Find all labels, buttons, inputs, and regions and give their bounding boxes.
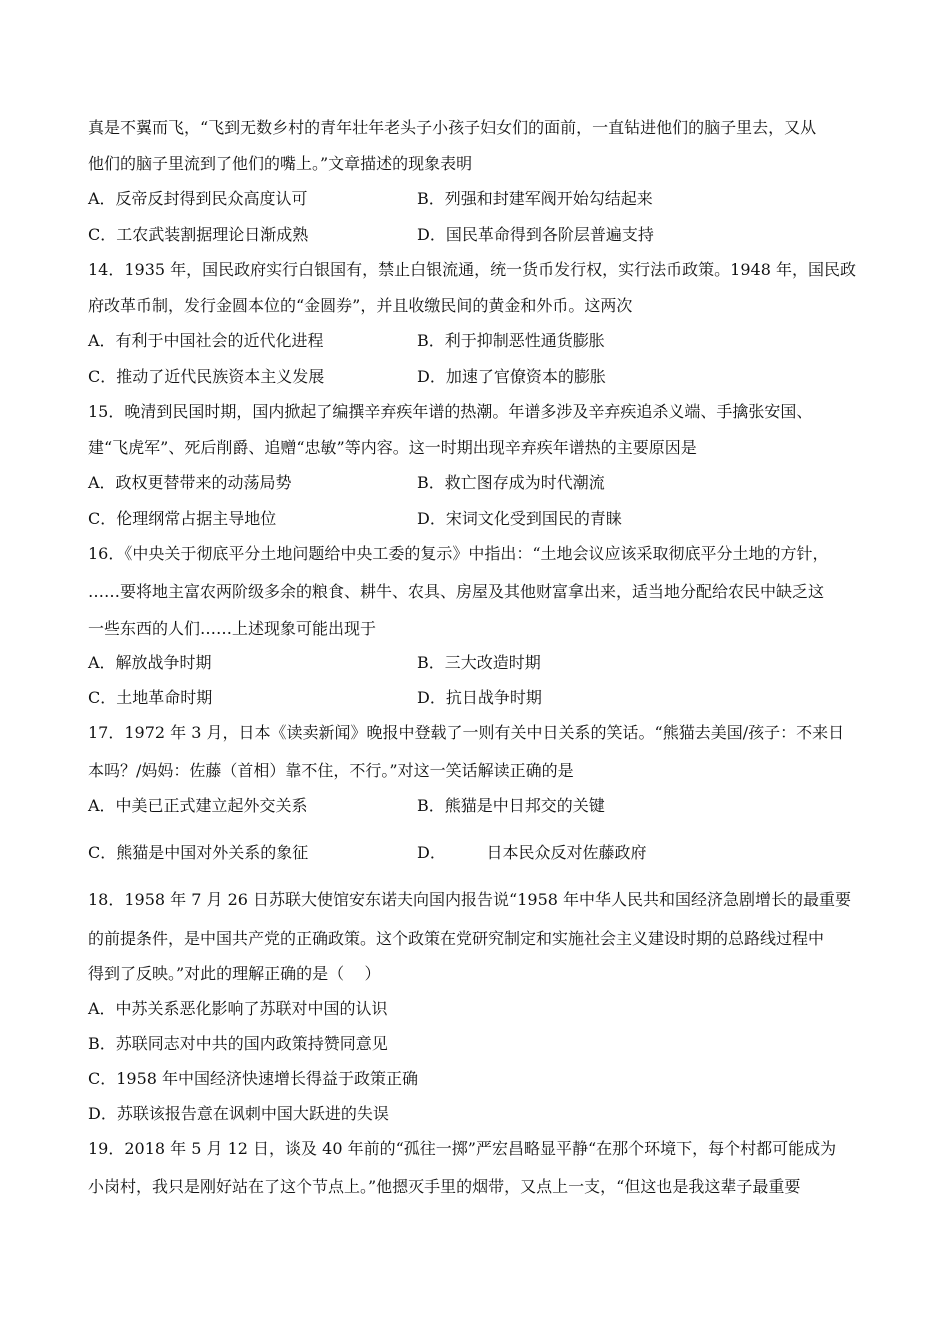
q18-option-c: C．1958 年中国经济快速增长得益于政策正确 [88, 1069, 419, 1088]
q15-option-a: A．政权更替带来的动荡局势 [88, 473, 292, 492]
q16-stem-line-2: ……要将地主富农两阶级多余的粮食、耕牛、农具、房屋及其他财富拿出来，适当地分配给农民中缺乏这 [88, 582, 825, 601]
q16-option-d: D．抗日战争时期 [417, 688, 542, 707]
q16-option-b: B．三大改造时期 [417, 653, 541, 672]
q17-option-c: C．熊猫是中国对外关系的象征 [88, 843, 309, 862]
q14-option-b: B．利于抑制恶性通货膨胀 [417, 331, 605, 350]
q17-stem-line-2: 本吗？/妈妈：佐藤（首相）靠不住，不行。”对这一笑话解读正确的是 [88, 761, 574, 780]
q18-option-b: B．苏联同志对中共的国内政策持赞同意见 [88, 1034, 388, 1053]
q14-option-c: C．推动了近代民族资本主义发展 [88, 367, 325, 386]
q18-option-a: A．中苏关系恶化影响了苏联对中国的认识 [88, 999, 388, 1018]
q13-option-a: A．反帝反封得到民众高度认可 [88, 189, 308, 208]
q15-stem-line-2: 建“飞虎军”、死后削爵、追赠“忠敏”等内容。这一时期出现辛弃疾年谱热的主要原因是 [88, 438, 697, 457]
q17-stem-line-1: 17．1972 年 3 月，日本《读卖新闻》晚报中登载了一则有关中日关系的笑话。“熊猫去美国/孩子：不来日 [88, 723, 845, 742]
q17-option-d: D． 日本民众反对佐藤政府 [417, 843, 647, 862]
q14-stem-line-1: 14．1935 年，国民政府实行白银国有，禁止白银流通，统一货币发行权，实行法币政策。1948 年，国民政 [88, 260, 856, 279]
q15-stem-line-1: 15．晚清到民国时期，国内掀起了编撰辛弃疾年谱的热潮。年谱多涉及辛弃疾追杀义端、手擒张安国、 [88, 402, 813, 421]
q18-stem-line-2: 的前提条件，是中国共产党的正确政策。这个政策在党研究制定和实施社会主义建设时期的总路线过程中 [88, 929, 825, 948]
q19-stem-line-1: 19．2018 年 5 月 12 日，谈及 40 年前的“孤往一掷”严宏昌略显平静“在那个环境下，每个村都可能成为 [88, 1139, 837, 1158]
q15-option-c: C．伦理纲常占据主导地位 [88, 509, 277, 528]
q13-stem-line-1: 真是不翼而飞，“飞到无数乡村的青年壮年老头子小孩子妇女们的面前，一直钻进他们的脑子里去，又从 [88, 118, 817, 137]
q19-stem-line-2: 小岗村，我只是刚好站在了这个节点上。”他摁灭手里的烟带，又点上一支，“但这也是我这辈子最重要 [88, 1177, 801, 1196]
q16-option-a: A．解放战争时期 [88, 653, 212, 672]
q15-option-d: D．宋词文化受到国民的青睐 [417, 509, 622, 528]
q15-option-b: B．救亡图存成为时代潮流 [417, 473, 605, 492]
q17-option-b: B．熊猫是中日邦交的关键 [417, 796, 605, 815]
q13-option-d: D．国民革命得到各阶层普遍支持 [417, 225, 654, 244]
q13-stem-line-2: 他们的脑子里流到了他们的嘴上。”文章描述的现象表明 [88, 154, 473, 173]
q13-option-b: B．列强和封建军阀开始勾结起来 [417, 189, 653, 208]
q18-stem-line-1: 18．1958 年 7 月 26 日苏联大使馆安东诺夫向国内报告说“1958 年中华人民共和国经济急剧增长的最重要 [88, 890, 852, 909]
q18-option-d: D．苏联该报告意在讽刺中国大跃进的失误 [88, 1104, 389, 1123]
q13-option-c: C．工农武装割据理论日渐成熟 [88, 225, 309, 244]
q14-stem-line-2: 府改革币制，发行金圆本位的“金圆券”，并且收缴民间的黄金和外币。这两次 [88, 296, 633, 315]
q17-option-a: A．中美已正式建立起外交关系 [88, 796, 308, 815]
q16-option-c: C．土地革命时期 [88, 688, 213, 707]
q16-stem-line-1: 16．《中央关于彻底平分土地问题给中央工委的复示》中指出：“土地会议应该采取彻底平分土地的方针， [88, 544, 829, 563]
q14-option-a: A．有利于中国社会的近代化进程 [88, 331, 324, 350]
q14-option-d: D．加速了官僚资本的膨胀 [417, 367, 606, 386]
q16-stem-line-3: 一些东西的人们……上述现象可能出现于 [88, 619, 377, 638]
q18-stem-line-3: 得到了反映。”对此的理解正确的是（ ） [88, 964, 381, 983]
